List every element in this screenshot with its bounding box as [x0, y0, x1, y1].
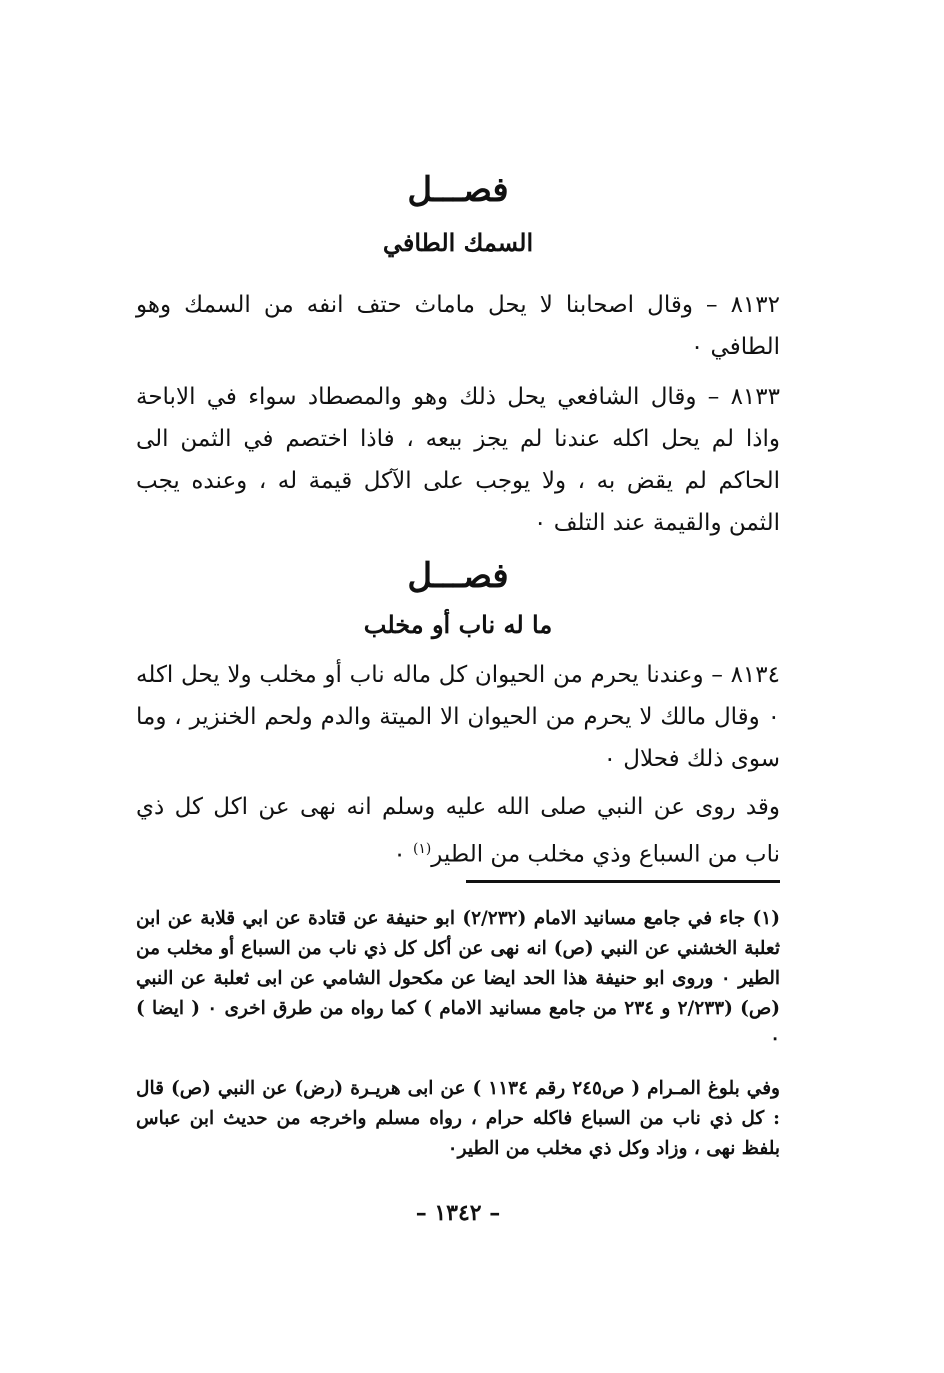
section-heading-2: فصـــل: [407, 556, 509, 596]
hadith-end: ٠: [393, 841, 413, 868]
hadith-text: وقد روى عن النبي صلى الله عليه وسلم انه نهى عن اكل كل ذي ناب من السباع وذي مخلب من الطير: [136, 794, 780, 868]
page-number: – ١٣٤٢ –: [415, 1200, 501, 1226]
section-heading-1: فصـــل: [407, 170, 509, 210]
paragraph-hadith: [136, 786, 780, 876]
footnote-ref-1: (١): [413, 841, 432, 857]
paragraph-8133: ٨١٣٣ – وقال الشافعي يحل ذلك وهو والمصطاد سواء في الاباحة واذا لم يحل اكله عندنا لم يجز بيعه ، فاذا اختصم في الثمن الى الحاكم لم يقض به ، ولا يوجب على الآكل قيمة له ، وعنده يجب الثمن والقيمة عند التلف ٠: [136, 384, 780, 536]
paragraph-8134: ٨١٣٤ – وعندنا يحرم من الحيوان كل ماله ناب أو مخلب ولا يحل اكله ٠ وقال مالك لا يحرم من الحيوان الا الميتة والدم ولحم الخنزير ، وما سوى ذلك فحلال ٠: [136, 662, 780, 772]
paragraph-8132: ٨١٣٢ – وقال اصحابنا لا يحل ماماث حتف انفه من السمك وهو الطافي ٠: [136, 292, 780, 360]
section-subheading-2: ما له ناب أو مخلب: [363, 610, 553, 639]
footnote-2: وفي بلوغ المـرام ( ص٢٤٥ رقم ١١٣٤ ) عن ابى هريـرة (رض) عن النبي (ص) قال : كل ذي ناب من السباع فاكله حرام ، رواه مسلم واخرجه من حديث ابن عباس بلفظ نهى ، وزاد وكل ذي مخلب من الطير٠: [136, 1078, 780, 1159]
footnote-divider: [466, 880, 780, 883]
footnote-1: (١) جاء في جامع مسانيد الامام (٢/٢٣٢) ابو حنيفة عن قتادة عن ابي قلابة عن ابن ثعلبة الخشني عن النبي (ص) انه نهى عن أكل كل ذي ناب من السباع أو مخلب من الطير ٠ وروى ابو حنيفة هذا الحد ايضا عن مكحول الشامي عن ابى ثعلبة عن النبي (ص) (٢/٢٣٣ و ٢٣٤ من جامع مسانيد الامام ) كما رواه من طرق اخرى ٠ ( ايضا ) ٠: [136, 908, 781, 1049]
section-subheading-1: السمك الطافي: [382, 228, 534, 257]
